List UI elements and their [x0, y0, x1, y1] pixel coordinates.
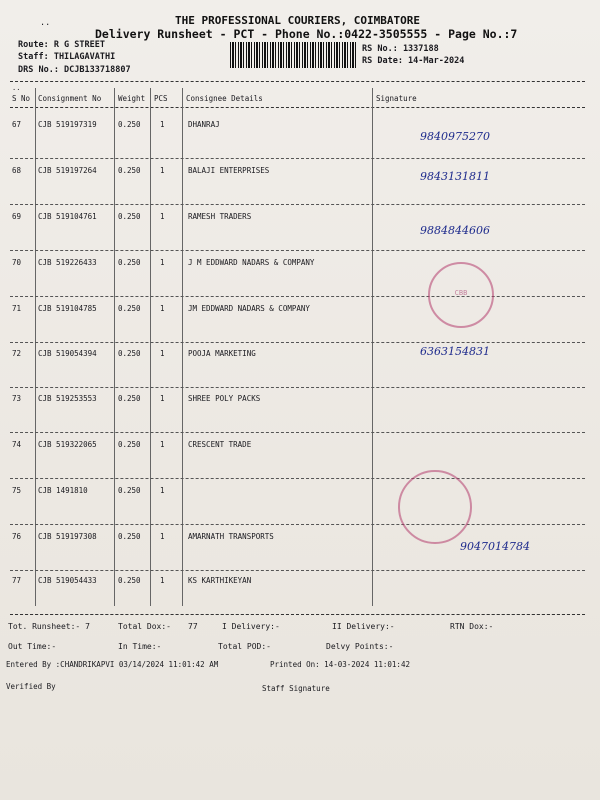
out-time: Out Time:- — [8, 642, 57, 651]
i-delivery: I Delivery:- — [222, 622, 280, 631]
row-weight: 0.250 — [118, 304, 141, 313]
row-weight: 0.250 — [118, 258, 141, 267]
row-consignment-no: CJB 519322065 — [38, 440, 97, 449]
row-divider — [10, 158, 585, 159]
row-signature-number: 9047014784 — [460, 540, 530, 553]
row-consignment-no: CJB 519197264 — [38, 166, 97, 175]
row-consignment-no: CJB 519054394 — [38, 349, 97, 358]
row-sno: 75 — [12, 486, 22, 495]
row-consignee: J M EDDWARD NADARS & COMPANY — [188, 258, 315, 267]
col-consignment: Consignment No — [38, 94, 102, 103]
tot-runsheet: Tot. Runsheet:- 7 — [8, 622, 90, 631]
row-sno: 74 — [12, 440, 22, 449]
company-title: THE PROFESSIONAL COURIERS, COIMBATORE — [175, 14, 421, 27]
row-consignment-no: CJB 1491810 — [38, 486, 88, 495]
barcode — [230, 42, 358, 68]
rs-number: RS No.: 1337188 — [362, 44, 439, 54]
row-weight: 0.250 — [118, 212, 141, 221]
rs-date: RS Date: 14-Mar-2024 — [362, 56, 465, 66]
row-weight: 0.250 — [118, 576, 141, 585]
row-consignee: DHANRAJ — [188, 120, 220, 129]
col-consignee: Consignee Details — [186, 94, 263, 103]
table-row — [0, 164, 600, 210]
row-consignee: POOJA MARKETING — [188, 349, 256, 358]
row-consignee: SHREE POLY PACKS — [188, 394, 261, 403]
row-consignee: KS KARTHIKEYAN — [188, 576, 252, 585]
divider — [10, 81, 585, 82]
row-sno: 68 — [12, 166, 22, 175]
table-row — [0, 210, 600, 256]
drs-number: DRS No.: DCJB133718807 — [18, 65, 131, 75]
row-consignee: BALAJI ENTERPRISES — [188, 166, 270, 175]
company-stamp — [398, 470, 472, 544]
row-divider — [10, 478, 585, 479]
table-row — [0, 302, 600, 348]
row-consignee: CRESCENT TRADE — [188, 440, 252, 449]
company-stamp — [428, 262, 494, 328]
staff-label: Staff: THILAGAVATHI — [18, 52, 116, 62]
row-consignment-no: CJB 519104761 — [38, 212, 97, 221]
total-dox-value: 77 — [188, 622, 198, 631]
table-row — [0, 256, 600, 302]
row-divider — [10, 204, 585, 205]
divider — [10, 614, 585, 615]
col-signature: Signature — [376, 94, 417, 103]
delvy-points: Delvy Points:- — [326, 642, 394, 651]
row-consignee: AMARNATH TRANSPORTS — [188, 532, 274, 541]
row-pcs: 1 — [160, 166, 165, 175]
row-pcs: 1 — [160, 394, 165, 403]
row-signature-number: 9843131811 — [420, 170, 490, 183]
total-dox-label: Total Dox:- — [118, 622, 171, 631]
svg-text:2: 2 — [374, 288, 382, 302]
row-sno: 70 — [12, 258, 22, 267]
ii-delivery: II Delivery:- — [332, 622, 395, 631]
divider — [10, 107, 585, 108]
row-sno: 73 — [12, 394, 22, 403]
row-weight: 0.250 — [118, 440, 141, 449]
row-consignment-no: CJB 519226433 — [38, 258, 97, 267]
row-weight: 0.250 — [118, 349, 141, 358]
row-consignment-no: CJB 519104785 — [38, 304, 97, 313]
rtn-dox: RTN Dox:- — [450, 622, 494, 631]
table-row — [0, 530, 600, 576]
row-divider — [10, 432, 585, 433]
row-sno: 71 — [12, 304, 22, 313]
row-sno: 77 — [12, 576, 22, 585]
col-weight: Weight — [118, 94, 146, 103]
row-sno: 69 — [12, 212, 22, 221]
row-signature-number: 6363154831 — [420, 345, 490, 358]
row-divider — [10, 342, 585, 343]
row-divider — [10, 250, 585, 251]
row-sno: 76 — [12, 532, 22, 541]
row-pcs: 1 — [160, 120, 165, 129]
col-pcs: PCS — [154, 94, 168, 103]
row-pcs: 1 — [160, 349, 165, 358]
row-divider — [10, 570, 585, 571]
row-consignment-no: CJB 519253553 — [38, 394, 97, 403]
stamp-text: CBB — [454, 288, 468, 297]
verified-by: Verified By — [6, 682, 56, 691]
total-pod: Total POD:- — [218, 642, 271, 651]
row-pcs: 1 — [160, 532, 165, 541]
row-weight: 0.250 — [118, 486, 141, 495]
table-row — [0, 118, 600, 164]
row-consignment-no: CJB 519054433 — [38, 576, 97, 585]
row-weight: 0.250 — [118, 532, 141, 541]
table-row — [0, 484, 600, 530]
row-pcs: 1 — [160, 212, 165, 221]
row-pcs: 1 — [160, 440, 165, 449]
col-sno: S No — [12, 94, 31, 103]
row-signature-number: 9884844606 — [420, 224, 490, 237]
runsheet-title: Delivery Runsheet - PCT - Phone No.:0422-3505555 - Page No.:7 — [95, 27, 518, 41]
table-row — [0, 347, 600, 393]
dots-marker: .. — [12, 84, 21, 92]
row-pcs: 1 — [160, 486, 165, 495]
row-pcs: 1 — [160, 576, 165, 585]
printed-on: Printed On: 14-03-2024 11:01:42 — [270, 660, 410, 669]
row-weight: 0.250 — [118, 394, 141, 403]
row-sno: 72 — [12, 349, 22, 358]
entered-by: Entered By :CHANDRIKAPVI 03/14/2024 11:01:42 AM — [6, 660, 219, 669]
row-divider — [10, 296, 585, 297]
row-weight: 0.250 — [118, 120, 141, 129]
row-signature-number: 9840975270 — [420, 130, 490, 143]
row-sno: 67 — [12, 120, 22, 129]
row-divider — [10, 524, 585, 525]
staff-signature: Staff Signature — [262, 684, 330, 693]
table-row — [0, 392, 600, 438]
table-row — [0, 438, 600, 484]
row-consignee: JM EDDWARD NADARS & COMPANY — [188, 304, 310, 313]
route-label: Route: R G STREET — [18, 40, 105, 50]
row-consignment-no: CJB 519197319 — [38, 120, 97, 129]
row-pcs: 1 — [160, 304, 165, 313]
row-pcs: 1 — [160, 258, 165, 267]
in-time: In Time:- — [118, 642, 162, 651]
corner-dots: .. — [40, 18, 51, 28]
row-consignee: RAMESH TRADERS — [188, 212, 252, 221]
row-weight: 0.250 — [118, 166, 141, 175]
row-consignment-no: CJB 519197308 — [38, 532, 97, 541]
row-divider — [10, 387, 585, 388]
